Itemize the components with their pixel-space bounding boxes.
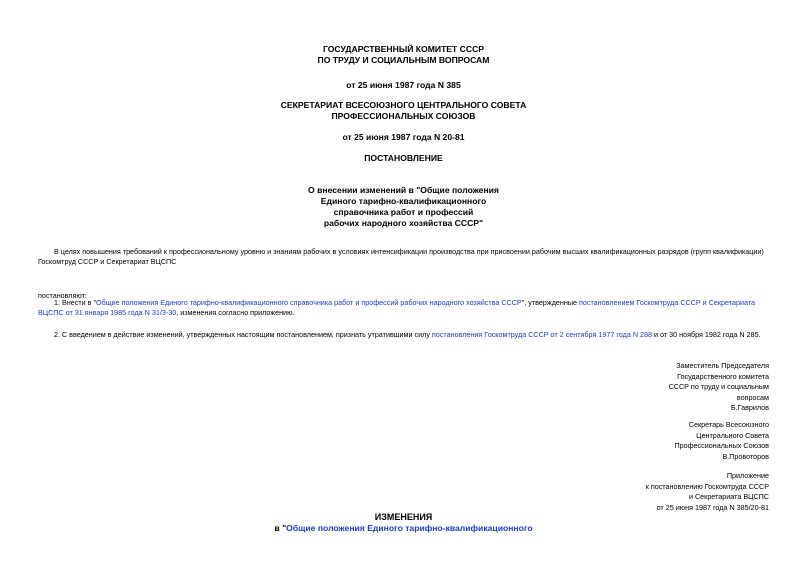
resolution-1977-link[interactable]: постановления Госкомтруда СССР от 2 сентября 1977 года N 288 xyxy=(431,330,653,339)
title-line4: рабочих народного хозяйства СССР" xyxy=(323,218,484,228)
secretariat-header xyxy=(0,100,807,122)
signature-1-line4: вопросам xyxy=(736,392,769,402)
document-title xyxy=(0,185,807,229)
appendix-line2: к постановлению Госкомтруда СССР xyxy=(645,481,769,491)
item-1-prefix: 1. Внести в " xyxy=(54,298,97,307)
signature-block-vtssps xyxy=(589,420,769,462)
signature-2-line1: Секретарь Всесоюзного xyxy=(688,420,769,429)
document-type: ПОСТАНОВЛЕНИЕ xyxy=(364,153,443,163)
committee-date: от 25 июня 1987 года N 385 xyxy=(346,80,461,90)
secretariat-name-line2: ПРОФЕССИОНАЛЬНЫХ СОЮЗОВ xyxy=(331,111,476,121)
secretariat-date: от 25 июня 1987 года N 20-81 xyxy=(342,132,465,142)
changes-general-provisions-link[interactable]: Общие положения Единого тарифно-квалификационного xyxy=(286,523,533,533)
item-1-suffix: , изменения согласно приложению. xyxy=(176,308,295,317)
committee-name-line2: ПО ТРУДУ И СОЦИАЛЬНЫМ ВОПРОСАМ xyxy=(317,55,490,65)
general-provisions-link[interactable]: Общие положения Единого тарифно-квалификационного справочника работ и профессий рабочих народного хозяйства СССР xyxy=(96,298,522,307)
title-line2: Единого тарифно-квалификационного xyxy=(320,196,487,206)
signature-1-line3: СССР по труду и социальным xyxy=(668,382,769,392)
title-line1: О внесении изменений в "Общие положения xyxy=(308,185,499,195)
appendix-note xyxy=(589,471,769,513)
resolution-1985-link[interactable]: постановлением Госкомтруда СССР и Секретариата ВЦСПС от 31 января 1985 года N 31/3-30 xyxy=(38,298,756,317)
signature-1-line1: Заместитель Председателя xyxy=(676,361,769,370)
item-2-suffix: и от 30 ноября 1982 года N 285. xyxy=(652,330,761,339)
changes-subheading-prefix: в " xyxy=(274,523,287,533)
committee-header xyxy=(0,44,807,66)
signature-block-goskomtrud xyxy=(589,361,769,414)
item-2-prefix: 2. С введением в действие изменений, утвержденных настоящим постановлением, признать утратившими силу xyxy=(54,330,432,339)
resolve-text: постановляют: xyxy=(38,291,87,300)
changes-subheading xyxy=(0,523,807,534)
title-line3: справочника работ и профессий xyxy=(333,207,474,217)
signature-2-name: В.Провоторов xyxy=(722,451,769,461)
signature-1-name: Б.Гаврилов xyxy=(730,403,769,413)
preamble-paragraph: В целях повышения требований к профессиональному уровню и знаниям рабочих в условиях интенсификации производства при присвоении рабочим высших квалификационных разрядов (групп квалификации) Госкомтруд СССР и Секретариат ВЦСПС xyxy=(38,247,764,266)
committee-name-line1: ГОСУДАРСТВЕННЫЙ КОМИТЕТ СССР xyxy=(322,44,485,54)
signature-1-line2: Государственного комитета xyxy=(677,371,769,381)
item-2-paragraph xyxy=(38,330,770,340)
item-1-mid: ", утвержденные xyxy=(521,298,579,307)
appendix-line3: и Секретариата ВЦСПС xyxy=(688,492,769,502)
signature-2-line3: Профессиональных Союзов xyxy=(674,441,769,451)
changes-heading: ИЗМЕНЕНИЯ xyxy=(374,512,433,522)
item-1-paragraph xyxy=(38,298,770,318)
appendix-line1: Приложение xyxy=(726,471,769,480)
secretariat-name-line1: СЕКРЕТАРИАТ ВСЕСОЮЗНОГО ЦЕНТРАЛЬНОГО СОВЕТА xyxy=(280,100,527,110)
appendix-line4: от 25 июня 1987 года N 385/20-81 xyxy=(656,502,769,512)
signature-2-line2: Центрального Совета xyxy=(696,430,769,440)
